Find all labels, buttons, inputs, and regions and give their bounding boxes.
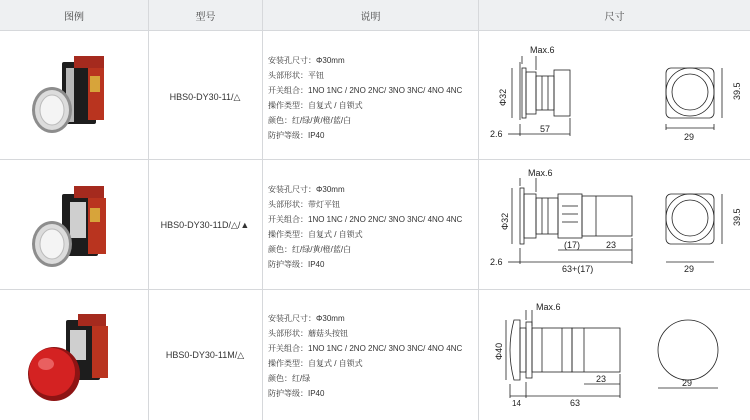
model-code: HBS0-DY30-11D/△/▲: [160, 219, 250, 230]
dim-diameter: Φ32: [498, 88, 508, 106]
header-model: 型号: [149, 0, 262, 30]
dim-width: 29: [684, 132, 695, 142]
dim-lamp: (17): [564, 240, 581, 250]
dimension-drawing: [484, 40, 746, 152]
spec-head-shape: 头部形状：带灯平钮: [268, 200, 340, 209]
model-code: HBS0-DY30-11/△: [169, 91, 241, 102]
spec-colors: 颜色：红/绿/黄/橙/蓝/白: [268, 245, 352, 254]
product-photo-mushroom-button: [22, 310, 132, 410]
dimension-drawing: [484, 166, 746, 278]
dim-flange: 2.6: [490, 129, 503, 139]
spec-contacts: 开关组合：1NO 1NC / 2NO 2NC/ 3NO 3NC/ 4NO 4NC: [268, 215, 463, 224]
dim-length: 63+(17): [562, 264, 594, 274]
spec-operation: 操作类型：自复式 / 自锁式: [268, 230, 363, 239]
header-image: 图例: [0, 0, 148, 30]
model-code: HBS0-DY30-11M/△: [165, 349, 245, 360]
dim-flange: 2.6: [490, 257, 503, 267]
dim-length: 57: [540, 124, 551, 134]
spec-list: [268, 53, 473, 143]
spec-protection: 防护等级：IP40: [268, 389, 325, 398]
dim-height: 39.5: [732, 82, 742, 100]
dim-height: 39.5: [732, 208, 742, 226]
dim-length: 63: [570, 398, 581, 408]
product-photo-illuminated-button: [22, 180, 132, 280]
spec-list: [268, 182, 473, 272]
dimension-drawing: [484, 298, 746, 410]
spec-protection: 防护等级：IP40: [268, 131, 325, 140]
dim-width: 29: [682, 378, 693, 388]
spec-contacts: 开关组合：1NO 1NC / 2NO 2NC/ 3NO 3NC/ 4NO 4NC: [268, 86, 463, 95]
spec-operation: 操作类型：自复式 / 自锁式: [268, 101, 363, 110]
product-photo-flat-button: [22, 48, 132, 148]
spec-head-shape: 头部形状：蘑菇头按钮: [268, 329, 348, 338]
dim-max: Max.6: [528, 168, 553, 178]
spec-hole-size: 安装孔尺寸：Φ30mm: [268, 314, 345, 323]
header-description: 说明: [263, 0, 478, 30]
spec-contacts: 开关组合：1NO 1NC / 2NO 2NC/ 3NO 3NC/ 4NO 4NC: [268, 344, 463, 353]
dim-max: Max.6: [536, 302, 561, 312]
header-dimensions: 尺寸: [479, 0, 750, 30]
spec-hole-size: 安装孔尺寸：Φ30mm: [268, 56, 345, 65]
spec-hole-size: 安装孔尺寸：Φ30mm: [268, 185, 345, 194]
dim-diameter: Φ32: [500, 212, 510, 230]
spec-colors: 颜色：红/绿: [268, 374, 311, 383]
dim-max: Max.6: [530, 45, 555, 55]
spec-operation: 操作类型：自复式 / 自锁式: [268, 359, 363, 368]
spec-list: [268, 311, 473, 401]
dim-diameter: Φ40: [494, 342, 504, 360]
dim-flange: 14: [512, 399, 521, 408]
dim-width: 29: [684, 264, 695, 274]
spec-protection: 防护等级：IP40: [268, 260, 325, 269]
dim-block: 23: [596, 374, 607, 384]
spec-colors: 颜色：红/绿/黄/橙/蓝/白: [268, 116, 352, 125]
dim-block: 23: [606, 240, 617, 250]
spec-head-shape: 头部形状：平钮: [268, 71, 324, 80]
